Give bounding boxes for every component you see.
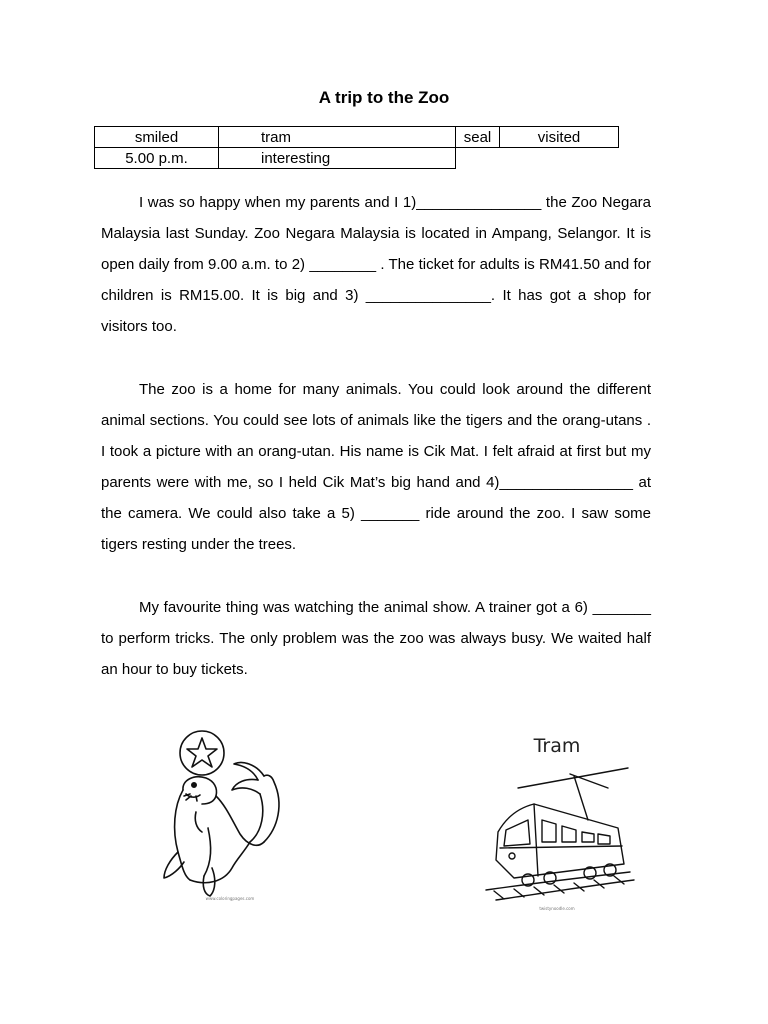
word-box-cell: visited	[500, 127, 619, 148]
tram-label: Tram	[533, 735, 581, 757]
paragraph-3: My favourite thing was watching the animal show. A trainer got a 6) _______ to perform tricks. The only problem was the zoo was always busy. We waited half an hour to buy tickets.	[101, 599, 651, 678]
word-box-cell: seal	[456, 127, 500, 148]
paragraph-2: The zoo is a home for many animals. You could look around the different animal sections. You could see lots of animals like the tigers and the orang-utans . I took a picture with an orang-utan. His name is Cik Mat. I felt afraid at first but my parents were with me, so I held Cik Mat’s big hand and 4)________________ at the camera. We could also take a 5) _______ ride around the zoo. I saw some tigers resting under the trees.	[101, 381, 651, 553]
word-box-row	[95, 148, 619, 169]
tram-credit: twistynoodle.com	[539, 906, 575, 911]
tram-icon	[478, 728, 636, 913]
word-box-empty	[456, 148, 619, 169]
word-box-cell: smiled	[95, 127, 219, 148]
seal-with-star-ball-icon	[150, 728, 310, 903]
word-box-cell: tram	[219, 127, 456, 148]
seal-credit: www.coloringpages.com	[205, 896, 255, 901]
word-box-cell: 5.00 p.m.	[95, 148, 219, 169]
word-box-row	[95, 127, 619, 148]
paragraph-1: I was so happy when my parents and I 1)_______________ the Zoo Negara Malaysia last Sunday. Zoo Negara Malaysia is located in Ampang, Selangor. It is open daily from 9.00 a.m. to 2) ________ . The ticket for adults is RM41.50 and for children is RM15.00. It is big and 3) _______________. It has got a shop for visitors too.	[101, 194, 651, 335]
page-title: A trip to the Zoo	[318, 88, 450, 107]
word-box-table	[94, 126, 619, 169]
word-box-cell: interesting	[219, 148, 456, 169]
